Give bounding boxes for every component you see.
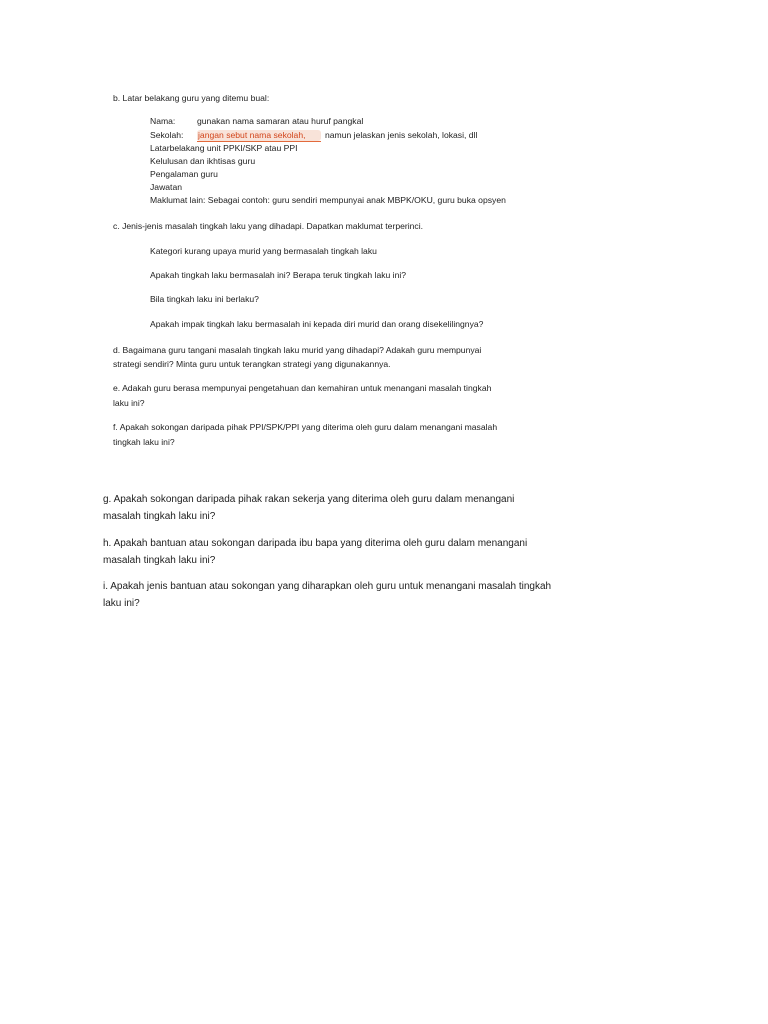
highlight-underline bbox=[197, 141, 321, 142]
nama-label: Nama: bbox=[150, 116, 176, 126]
section-b-item: Jawatan bbox=[150, 182, 183, 192]
section-b-item: Kelulusan dan ikhtisas guru bbox=[150, 156, 256, 166]
section-e-line2: laku ini? bbox=[113, 398, 145, 408]
sekolah-rest-text: namun jelaskan jenis sekolah, lokasi, dll bbox=[325, 130, 478, 140]
section-b-item: Latarbelakang unit PPKI/SKP atau PPI bbox=[150, 143, 298, 153]
section-c-item: Apakah impak tingkah laku bermasalah ini kepada diri murid dan orang disekelilingnya? bbox=[150, 319, 484, 329]
section-f-line2: tingkah laku ini? bbox=[113, 437, 175, 447]
section-g-line1: g. Apakah sokongan daripada pihak rakan sekerja yang diterima oleh guru dalam menangani bbox=[103, 494, 515, 505]
sekolah-label: Sekolah: bbox=[150, 130, 184, 140]
section-h-line1: h. Apakah bantuan atau sokongan daripada ibu bapa yang diterima oleh guru dalam menangani bbox=[103, 538, 528, 549]
sekolah-highlight-text: jangan sebut nama sekolah, bbox=[198, 130, 306, 140]
section-b-item: Maklumat lain: Sebagai contoh: guru sendiri mempunyai anak MBPK/OKU, guru buka opsyen bbox=[150, 195, 506, 205]
section-c-item: Kategori kurang upaya murid yang bermasalah tingkah laku bbox=[150, 246, 377, 256]
section-b-item: Pengalaman guru bbox=[150, 169, 218, 179]
section-d-line1: d. Bagaimana guru tangani masalah tingkah laku murid yang dihadapi? Adakah guru mempunyai bbox=[113, 345, 482, 355]
section-i-line2: laku ini? bbox=[103, 598, 140, 609]
nama-value: gunakan nama samaran atau huruf pangkal bbox=[197, 116, 364, 126]
section-d-line2: strategi sendiri? Minta guru untuk terangkan strategi yang digunakannya. bbox=[113, 359, 391, 369]
section-f-line1: f. Apakah sokongan daripada pihak PPI/SPK/PPI yang diterima oleh guru dalam menangani masalah bbox=[113, 422, 498, 432]
section-c-heading: c. Jenis-jenis masalah tingkah laku yang dihadapi. Dapatkan maklumat terperinci. bbox=[113, 221, 424, 231]
section-g-line2: masalah tingkah laku ini? bbox=[103, 511, 216, 522]
section-c-item: Apakah tingkah laku bermasalah ini? Berapa teruk tingkah laku ini? bbox=[150, 270, 407, 280]
section-i-line1: i. Apakah jenis bantuan atau sokongan yang diharapkan oleh guru untuk menangani masalah tingkah bbox=[103, 581, 552, 592]
section-b-heading: b. Latar belakang guru yang ditemu bual: bbox=[113, 93, 270, 103]
section-c-item: Bila tingkah laku ini berlaku? bbox=[150, 294, 259, 304]
section-h-line2: masalah tingkah laku ini? bbox=[103, 555, 216, 566]
section-e-line1: e. Adakah guru berasa mempunyai pengetahuan dan kemahiran untuk menangani masalah tingkah bbox=[113, 383, 492, 393]
